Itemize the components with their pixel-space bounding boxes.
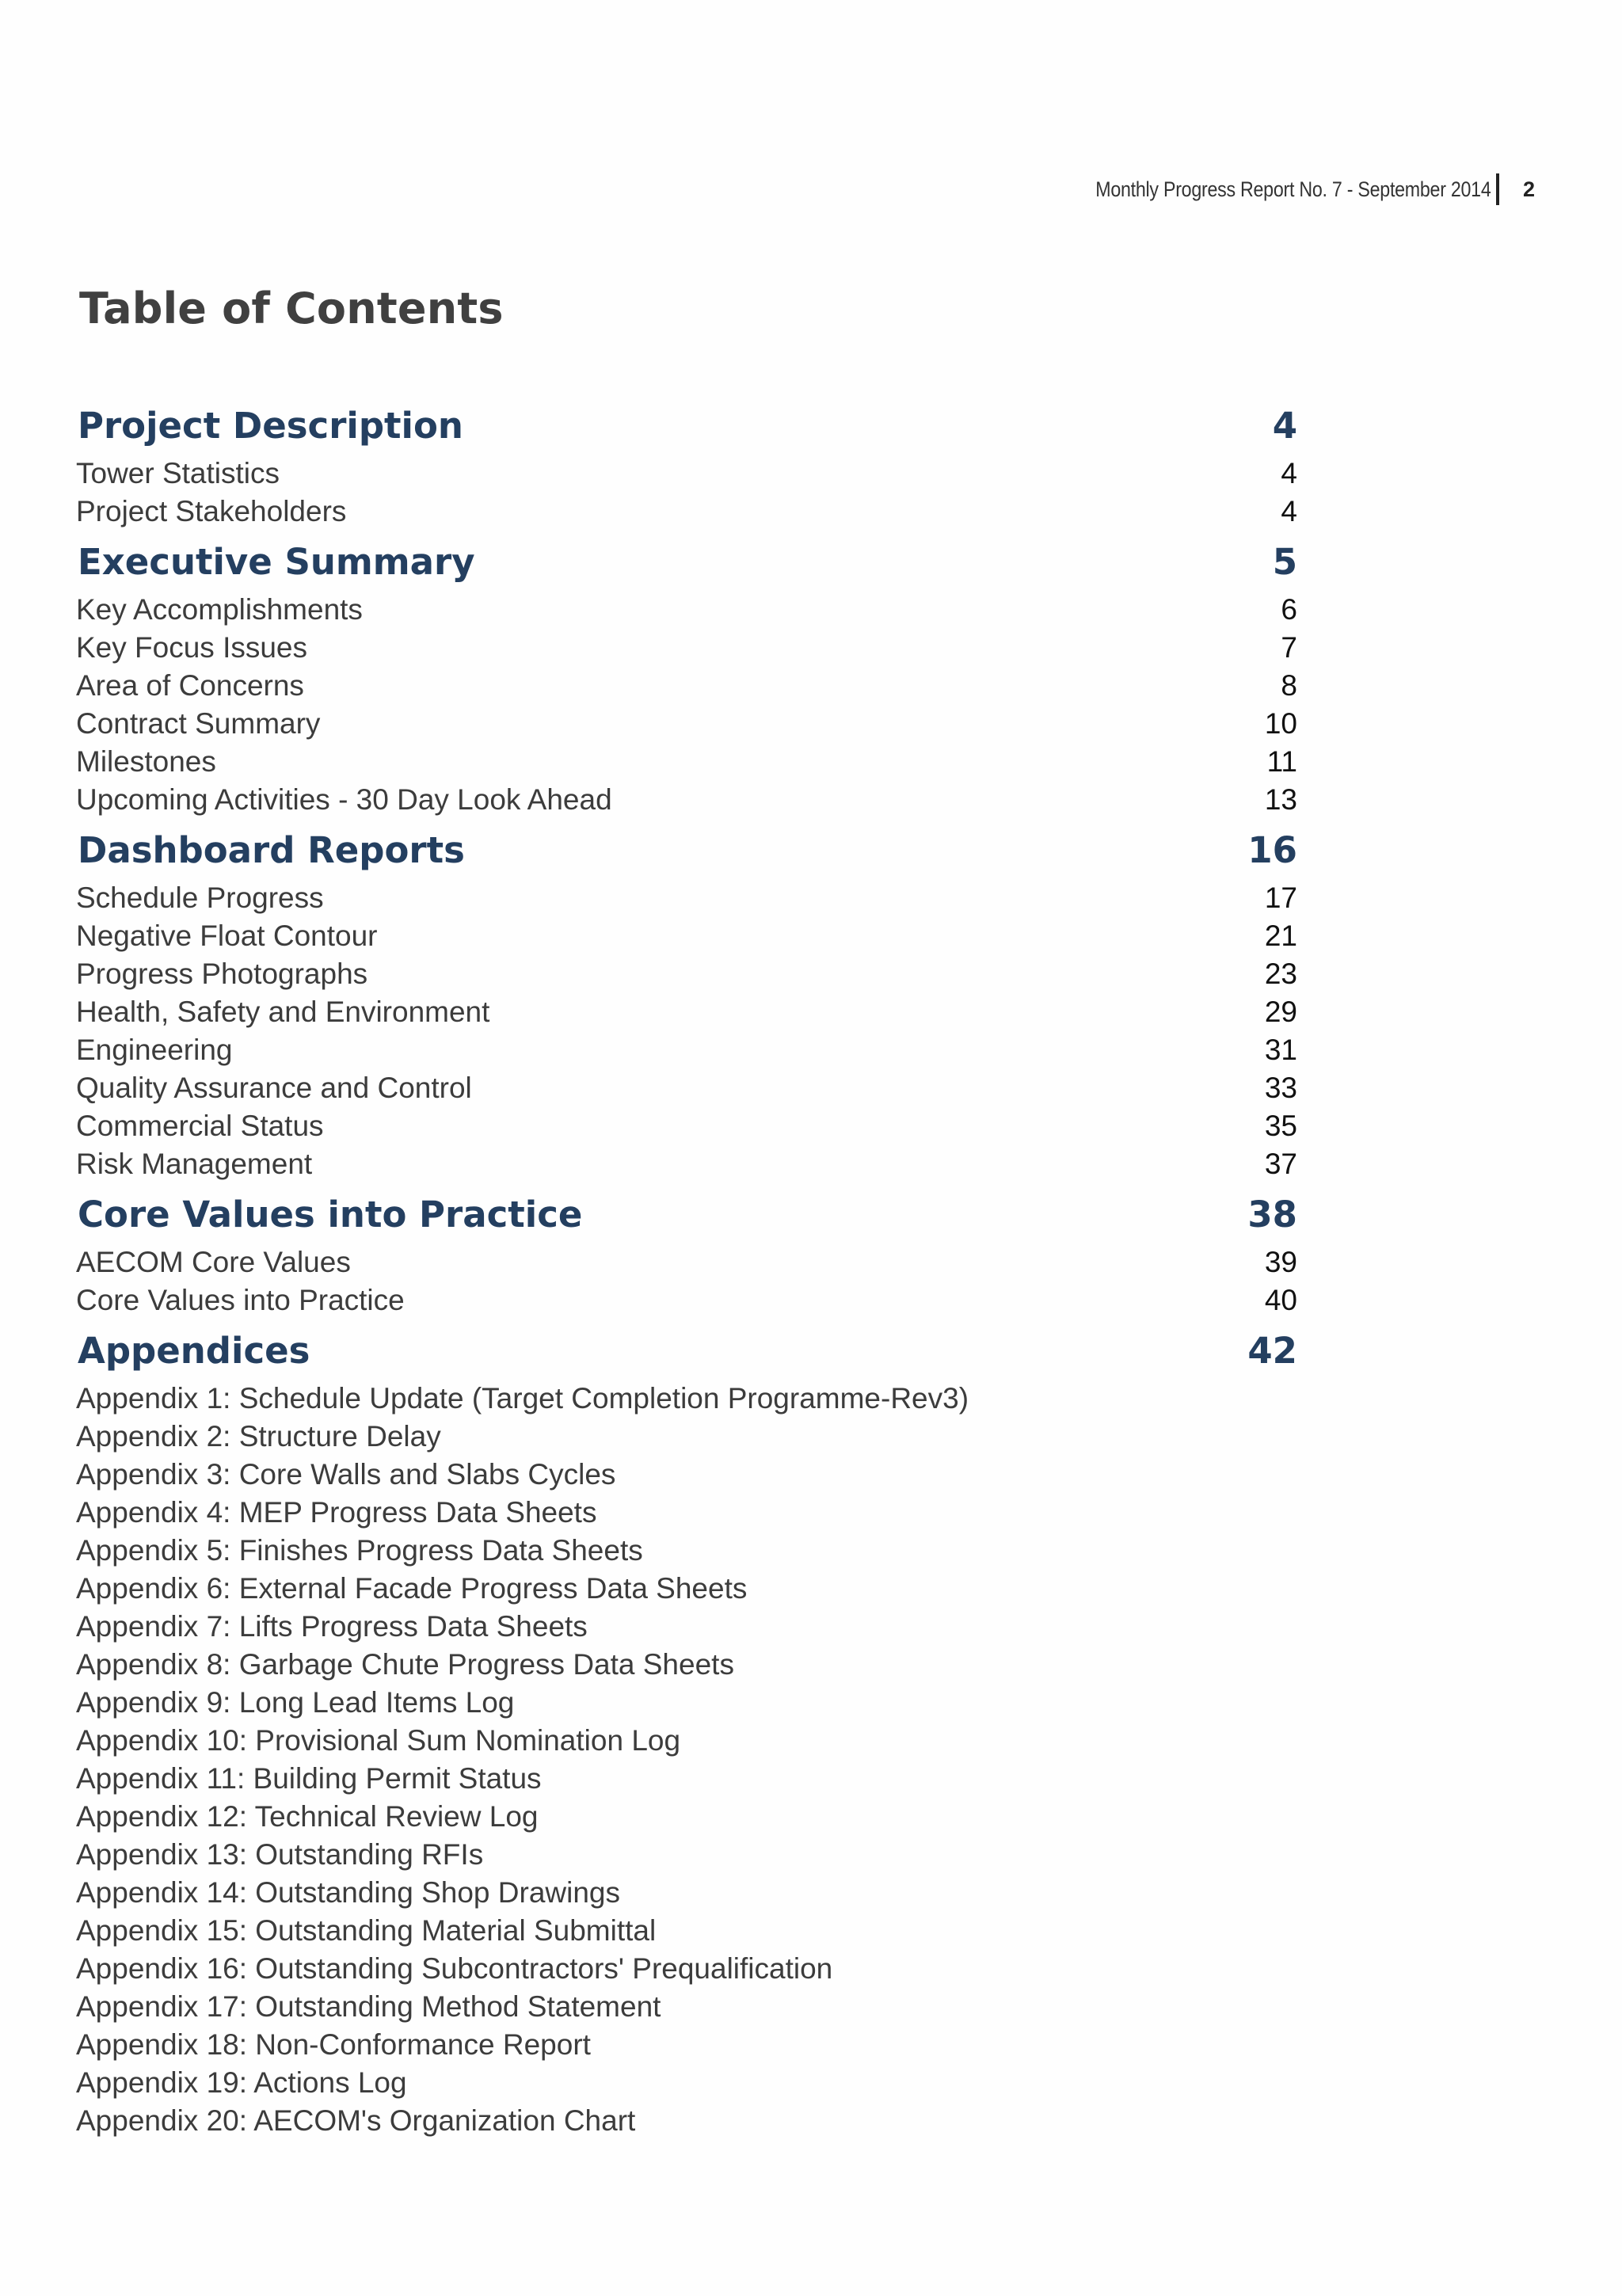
appendix-entry[interactable]: Appendix 3: Core Walls and Slabs Cycles	[76, 1458, 616, 1491]
appendix-entry[interactable]: Appendix 16: Outstanding Subcontractors' Prequalification	[76, 1952, 833, 1985]
page-number: 2	[1522, 177, 1535, 201]
entry-title: Contract Summary	[76, 707, 321, 740]
toc-entry[interactable]	[76, 667, 1297, 705]
toc-entry[interactable]	[76, 705, 1297, 743]
entry-title: Engineering	[76, 1034, 233, 1066]
entry-page-number: 37	[1264, 1148, 1297, 1180]
toc-section-heading[interactable]	[76, 534, 1297, 591]
section-page-number: 42	[1247, 1330, 1297, 1372]
entry-page-number: 8	[1281, 669, 1297, 702]
entry-page-number: 13	[1264, 783, 1297, 816]
toc-entry[interactable]	[76, 493, 1297, 531]
section-title: Project Description	[78, 405, 463, 447]
entry-page-number: 23	[1264, 958, 1297, 990]
entry-title: Core Values into Practice	[76, 1284, 405, 1316]
toc-section-heading[interactable]	[76, 1186, 1297, 1243]
appendix-entry[interactable]: Appendix 1: Schedule Update (Target Completion Programme-Rev3)	[76, 1382, 969, 1415]
entry-page-number: 33	[1264, 1072, 1297, 1104]
toc-entry[interactable]	[76, 1145, 1297, 1183]
toc-entry[interactable]	[76, 455, 1297, 493]
entry-title: Area of Concerns	[76, 669, 304, 702]
toc-entry[interactable]	[76, 879, 1297, 917]
entry-title: Milestones	[76, 745, 216, 778]
appendix-entry[interactable]: Appendix 15: Outstanding Material Submittal	[76, 1914, 657, 1947]
entry-page-number: 29	[1264, 996, 1297, 1028]
page-title: Table of Contents	[79, 284, 504, 333]
entry-title: AECOM Core Values	[76, 1246, 351, 1278]
section-page-number: 16	[1247, 829, 1297, 871]
appendix-entry[interactable]: Appendix 7: Lifts Progress Data Sheets	[76, 1610, 588, 1643]
entry-page-number: 17	[1264, 881, 1297, 914]
appendix-entry[interactable]: Appendix 10: Provisional Sum Nomination Log	[76, 1724, 681, 1757]
entry-title: Negative Float Contour	[76, 920, 378, 952]
section-page-number: 4	[1272, 405, 1297, 447]
appendix-entry[interactable]: Appendix 6: External Facade Progress Data Sheets	[76, 1572, 748, 1605]
appendix-entry[interactable]: Appendix 9: Long Lead Items Log	[76, 1686, 515, 1719]
section-title: Appendices	[78, 1330, 310, 1372]
entry-page-number: 11	[1266, 745, 1297, 778]
entry-title: Health, Safety and Environment	[76, 996, 490, 1028]
section-title: Core Values into Practice	[78, 1194, 583, 1236]
section-title: Executive Summary	[78, 541, 475, 583]
appendix-entry[interactable]: Appendix 20: AECOM's Organization Chart	[76, 2104, 636, 2137]
entry-title: Upcoming Activities - 30 Day Look Ahead	[76, 783, 612, 816]
toc-section-heading[interactable]	[76, 822, 1297, 879]
entry-page-number: 31	[1264, 1034, 1297, 1066]
entry-page-number: 40	[1264, 1284, 1297, 1316]
entry-page-number: 6	[1281, 593, 1297, 626]
entry-page-number: 39	[1264, 1246, 1297, 1278]
page-header	[1031, 173, 1535, 206]
entry-page-number: 10	[1264, 707, 1297, 740]
appendix-entry[interactable]: Appendix 19: Actions Log	[76, 2066, 407, 2099]
appendix-entry[interactable]: Appendix 11: Building Permit Status	[76, 1762, 542, 1795]
toc-entry[interactable]	[76, 993, 1297, 1031]
entry-title: Risk Management	[76, 1148, 313, 1180]
entry-page-number: 21	[1264, 920, 1297, 952]
section-page-number: 38	[1247, 1194, 1297, 1236]
toc-entry[interactable]	[76, 917, 1297, 955]
entry-page-number: 35	[1264, 1110, 1297, 1142]
appendix-entry[interactable]: Appendix 4: MEP Progress Data Sheets	[76, 1496, 597, 1529]
toc-section-heading[interactable]	[76, 1323, 1297, 1380]
toc-entry[interactable]	[76, 781, 1297, 819]
entry-title: Key Accomplishments	[76, 593, 363, 626]
entry-title: Commercial Status	[76, 1110, 324, 1142]
appendix-entry[interactable]: Appendix 2: Structure Delay	[76, 1420, 441, 1453]
toc-entry[interactable]	[76, 1031, 1297, 1069]
header-divider	[1496, 173, 1499, 205]
toc-entry[interactable]	[76, 1281, 1297, 1319]
entry-title: Quality Assurance and Control	[76, 1072, 472, 1104]
toc-entry[interactable]	[76, 955, 1297, 993]
appendix-entry[interactable]: Appendix 14: Outstanding Shop Drawings	[76, 1876, 620, 1909]
appendix-entry[interactable]: Appendix 13: Outstanding RFIs	[76, 1838, 484, 1871]
entry-page-number: 4	[1281, 457, 1297, 489]
entry-title: Schedule Progress	[76, 881, 324, 914]
toc-entry[interactable]	[76, 591, 1297, 629]
entry-title: Project Stakeholders	[76, 495, 347, 527]
toc-entry[interactable]	[76, 1107, 1297, 1145]
section-page-number: 5	[1272, 541, 1297, 583]
table-of-contents	[76, 394, 1297, 2140]
toc-entry[interactable]	[76, 1243, 1297, 1281]
entry-title: Key Focus Issues	[76, 631, 308, 664]
section-title: Dashboard Reports	[78, 829, 465, 871]
entry-page-number: 7	[1281, 631, 1297, 664]
entry-page-number: 4	[1281, 495, 1297, 527]
appendix-entry[interactable]: Appendix 17: Outstanding Method Statement	[76, 1990, 661, 2023]
toc-entry[interactable]	[76, 1069, 1297, 1107]
appendix-entry[interactable]: Appendix 8: Garbage Chute Progress Data Sheets	[76, 1648, 734, 1681]
appendix-entry[interactable]: Appendix 5: Finishes Progress Data Sheets	[76, 1534, 643, 1567]
entry-title: Progress Photographs	[76, 958, 368, 990]
toc-entry[interactable]	[76, 629, 1297, 667]
appendix-entry[interactable]: Appendix 18: Non-Conformance Report	[76, 2028, 591, 2061]
toc-entry[interactable]	[76, 743, 1297, 781]
entry-title: Tower Statistics	[76, 457, 280, 489]
toc-section-heading[interactable]	[76, 398, 1297, 455]
appendix-entry[interactable]: Appendix 12: Technical Review Log	[76, 1800, 539, 1833]
report-title: Monthly Progress Report No. 7 - September 2014	[1095, 177, 1491, 201]
